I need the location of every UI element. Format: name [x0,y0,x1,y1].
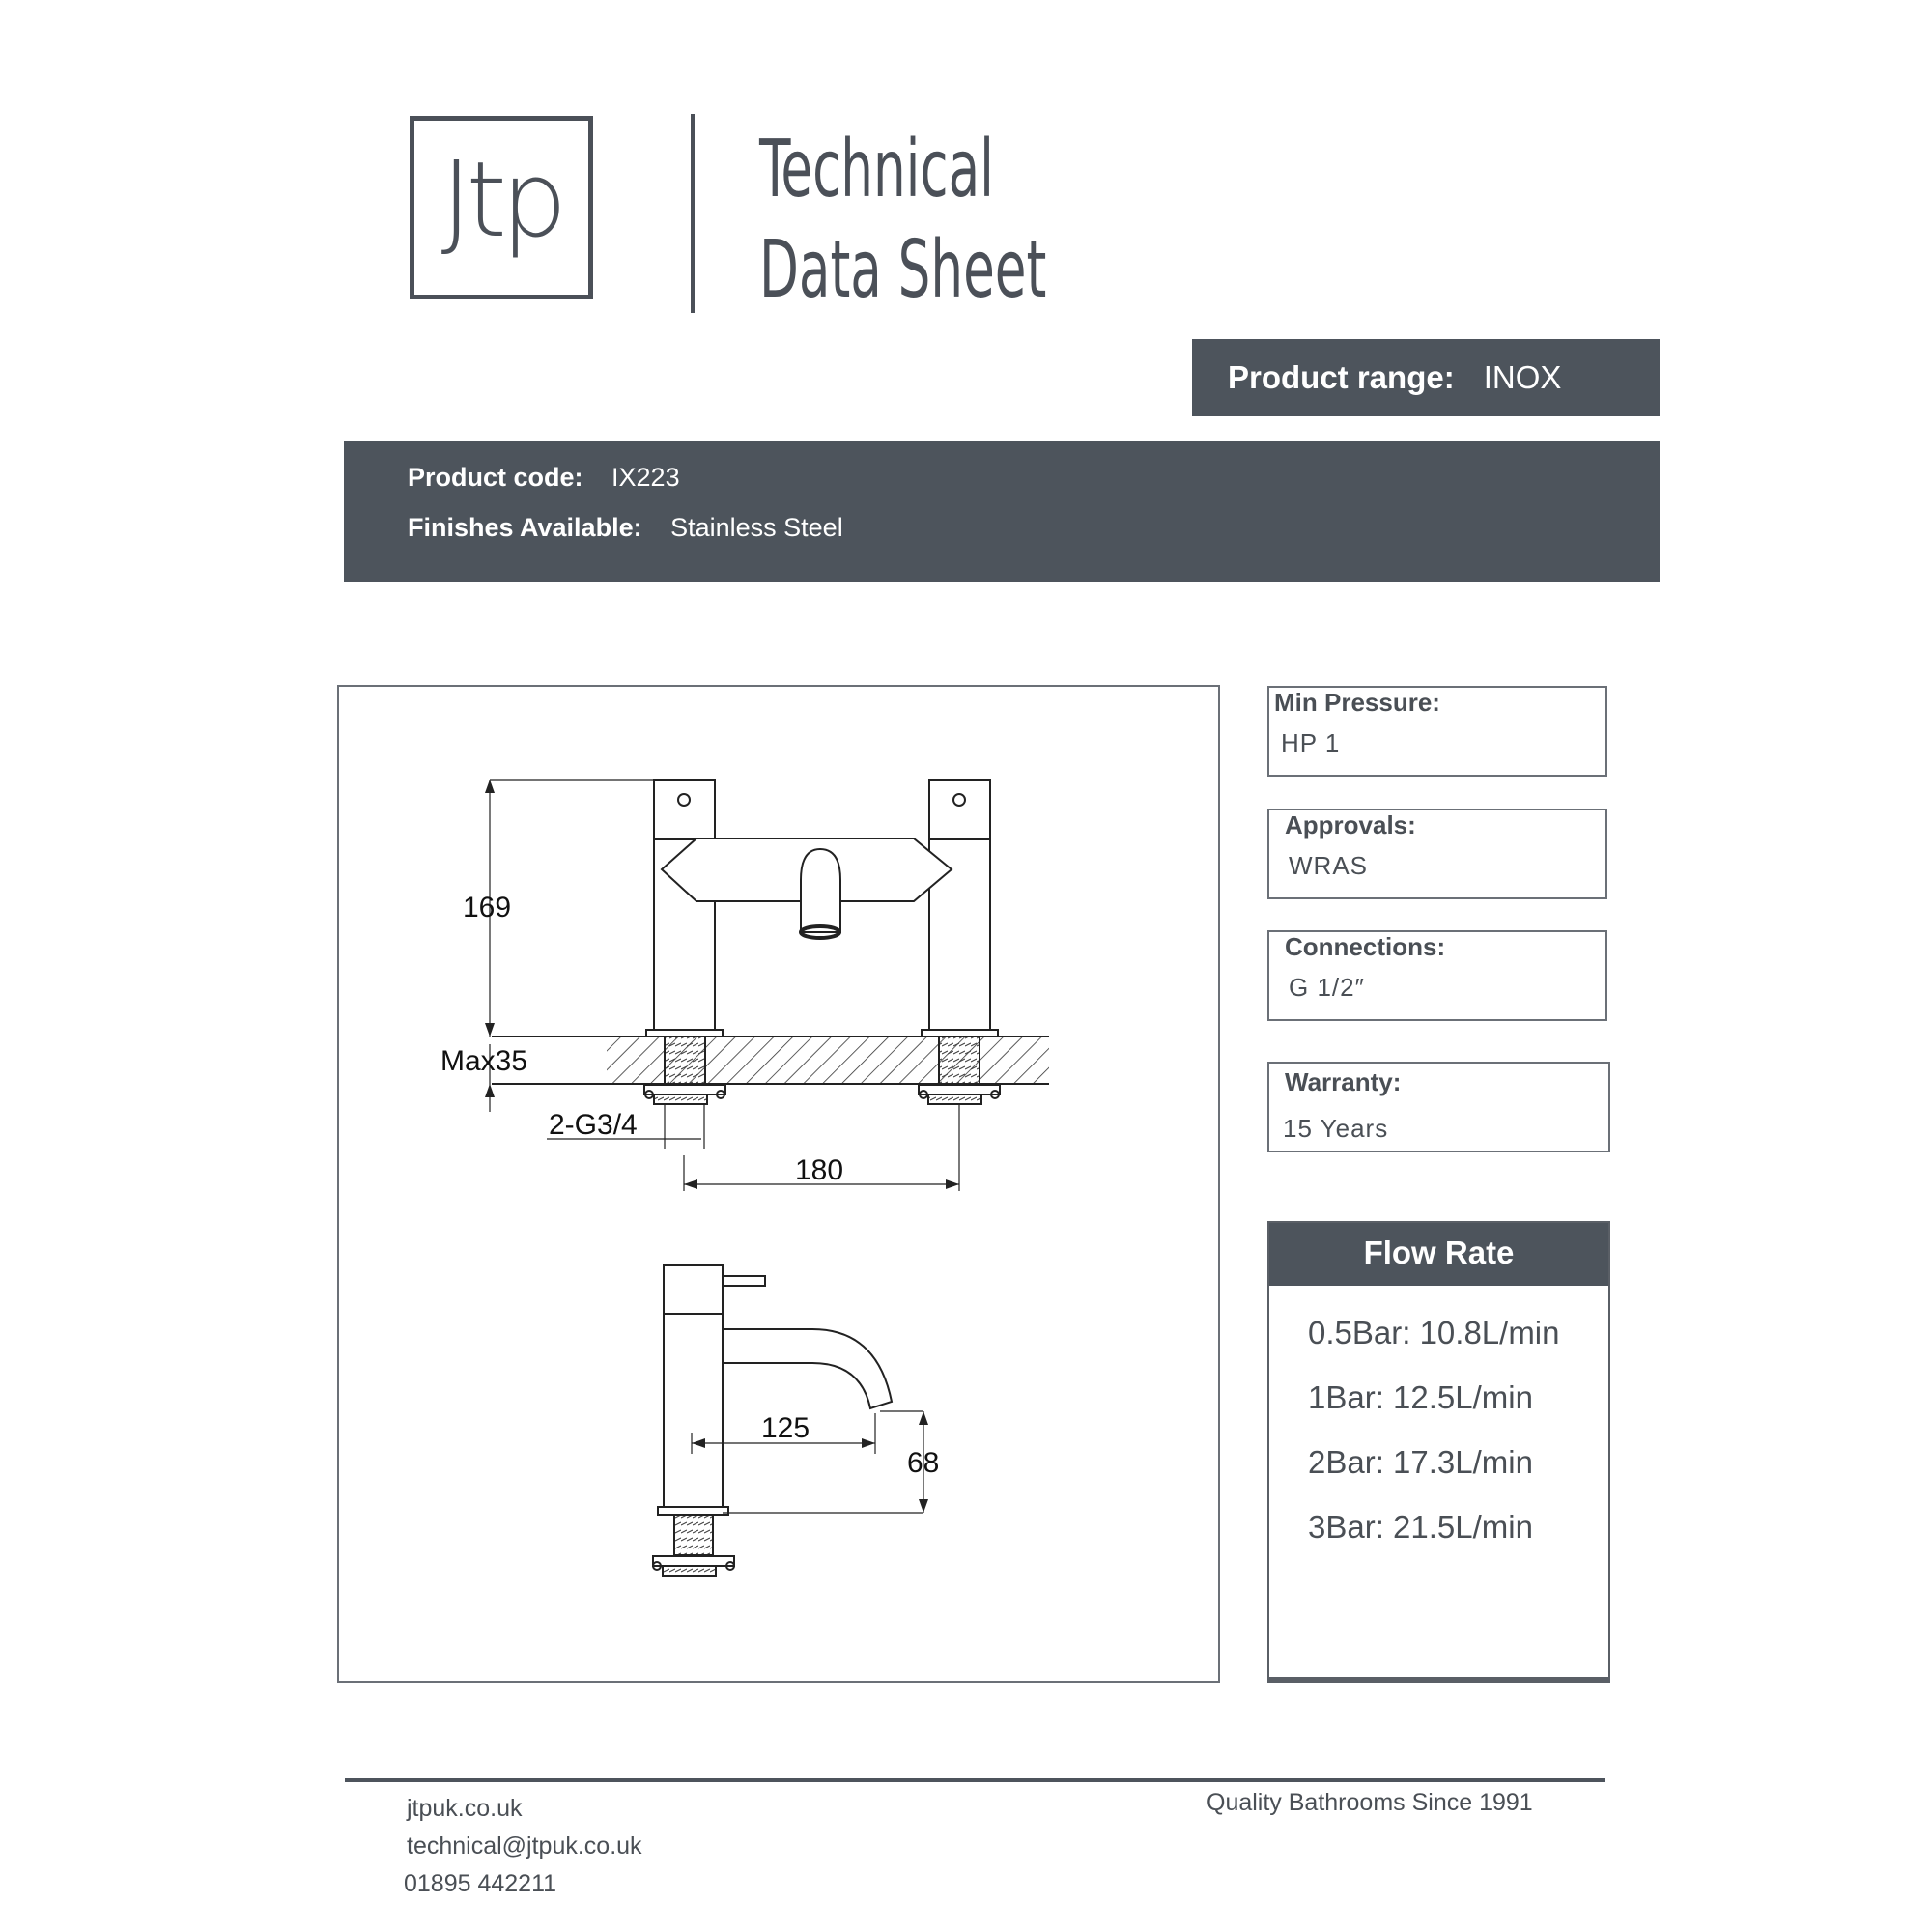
flow-rate-item: 2Bar: 17.3L/min [1308,1444,1533,1480]
flow-rate-title: Flow Rate [1269,1223,1608,1286]
connections-label: Connections: [1285,932,1446,961]
dim-height-label: 169 [463,892,512,923]
technical-drawing-panel [337,685,1220,1683]
flow-rate-item: 0.5Bar: 10.8L/min [1308,1315,1560,1350]
spec-min-pressure [1267,686,1607,777]
finishes-label: Finishes Available: [408,513,642,542]
header-divider [691,114,695,313]
footer-website-link[interactable]: jtpuk.co.uk [407,1795,523,1822]
approvals-label: Approvals: [1285,810,1416,839]
spec-warranty [1267,1062,1610,1152]
tap-drawing [339,687,1222,1685]
title-line-2: Data Sheet [759,224,1047,316]
product-range-band [1192,339,1660,416]
product-range-value: INOX [1483,359,1562,395]
jtp-logo [410,116,593,299]
dim-spout-height-label: 68 [907,1447,940,1479]
min-pressure-label: Min Pressure: [1274,688,1440,717]
title-line-1: Technical [759,124,994,215]
finishes-value: Stainless Steel [670,513,843,542]
footer-tagline: Quality Bathrooms Since 1991 [1207,1789,1533,1816]
spec-approvals [1267,809,1607,899]
warranty-value: 15 Years [1283,1114,1389,1143]
product-info-band [344,441,1660,582]
footer-email-link[interactable]: technical@jtpuk.co.uk [407,1833,642,1860]
flow-rate-item: 3Bar: 21.5L/min [1308,1509,1533,1545]
footer-phone: 01895 442211 [404,1870,557,1897]
finishes-row [408,506,1660,556]
spec-connections [1267,930,1607,1021]
product-code-label: Product code: [408,463,583,492]
min-pressure-value: HP 1 [1281,728,1341,757]
warranty-label: Warranty: [1285,1067,1402,1096]
flow-rate-list [1308,1300,1560,1559]
approvals-value: WRAS [1289,851,1368,880]
product-code-row [408,456,1660,506]
product-code-value: IX223 [611,463,680,492]
dim-reach-label: 125 [761,1412,810,1444]
dim-thread-label: 2-G3/4 [549,1109,638,1141]
connections-value: G 1/2″ [1289,973,1365,1002]
product-range-label: Product range: [1228,359,1455,395]
dim-max-label: Max35 [440,1045,528,1077]
flow-rate-panel [1267,1221,1610,1683]
footer-divider [345,1778,1605,1782]
logo-text: Jtp [440,140,562,261]
flow-rate-item: 1Bar: 12.5L/min [1308,1379,1533,1415]
dim-centres-label: 180 [795,1154,844,1186]
